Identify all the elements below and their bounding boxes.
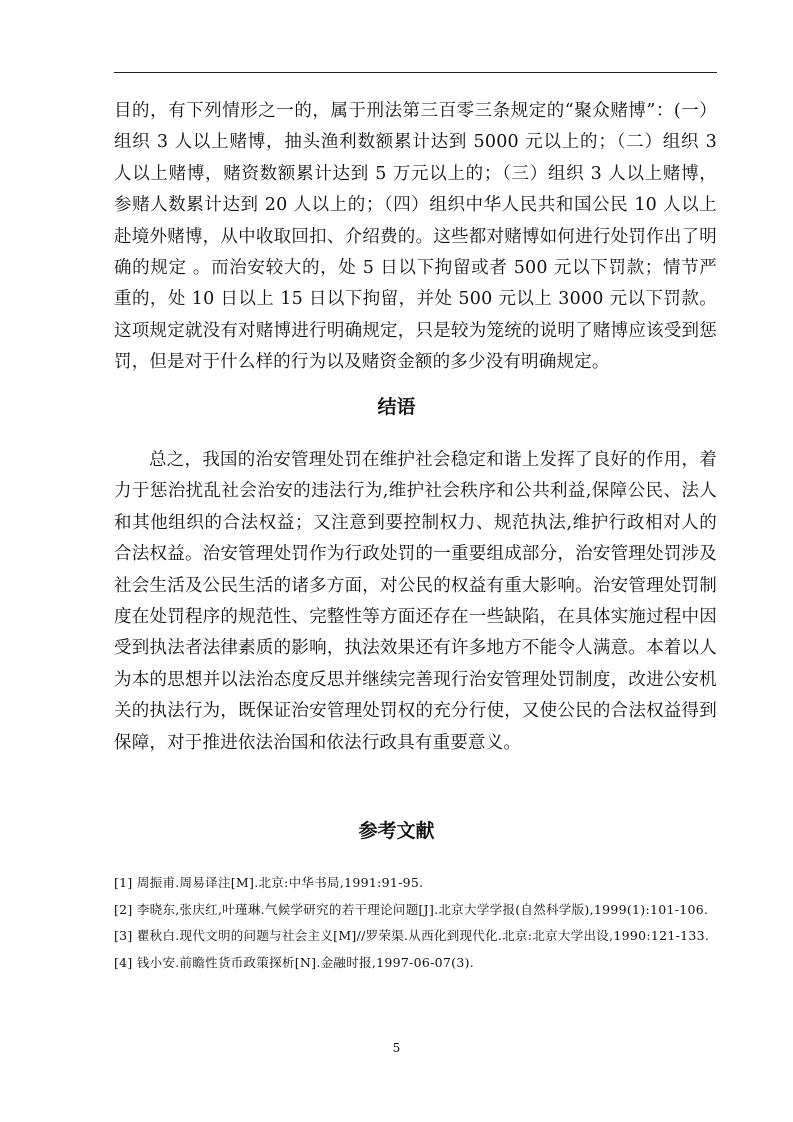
reference-item: [4] 钱小安.前瞻性货币政策探析[N].金融时报,1997-06-07(3). xyxy=(114,954,475,970)
body-paragraph: 目的，有下列情形之一的，属于刑法第三百零三条规定的“聚众赌博”：(一）组织 3 人以上赌博，抽头渔利数额累计达到 5000 元以上的；（二）组织 3 人以上赌博，赌资数额累计达到 5 万元以上的；（三）组织 3 人以上赌博，参赌人数累计达到 20 人以上的；（四）组织中华人民共和国公民 10 人以上赴境外赌博，从中收取回扣、介绍费的。这些都对赌博如何进行处罚作出了明确的规定 。而治安较大的，处 5 日以下拘留或者 500 元以下罚款；情节严重的，处 10 日以上 15 日以下拘留，并处 500 元以上 3000 元以下罚款。这项规定就没有对赌博进行明确规定，只是较为笼统的说明了赌博应该受到惩罚，但是对于什么样的行为以及赌资金额的多少没有明确规定。 xyxy=(114,101,717,373)
page-number: 5 xyxy=(392,1041,401,1055)
conclusion-heading: 结语 xyxy=(377,396,416,418)
header-rule xyxy=(114,72,717,73)
conclusion-section xyxy=(114,445,717,759)
conclusion-paragraph: 总之，我国的治安管理处罚在维护社会稳定和谐上发挥了良好的作用，着力于惩治扰乱社会治安的违法行为,维护社会秩序和公共利益,保障公民、法人和其他组织的合法权益；又注意到要控制权力、规范执法,维护行政相对人的合法权益。治安管理处罚作为行政处罚的一重要组成部分，治安管理处罚涉及社会生活及公民生活的诸多方面，对公民的权益有重大影响。治安管理处罚制度在处罚程序的规范性、完整性等方面还存在一些缺陷，在具体实施过程中因受到执法者法律素质的影响，执法效果还有许多地方不能令人满意。本着以人为本的思想并以法治态度反思并继续完善现行治安管理处罚制度，改进公安机关的执法行为，既保证治安管理处罚权的充分行使，又使公民的合法权益得到保障，对于推进依法治国和依法行政具有重要意义。 xyxy=(114,450,717,753)
references-list xyxy=(114,870,717,976)
body-section xyxy=(114,96,717,379)
reference-item: [2] 李晓东,张庆红,叶瑾琳.气候学研究的若干理论问题[J].北京大学学报(自然科学版),1999(1):101-106. xyxy=(114,901,709,917)
reference-item: [1] 周振甫.周易译注[M].北京:中华书局,1991:91-95. xyxy=(114,875,424,890)
reference-item: [3] 瞿秋白.现代文明的问题与社会主义[M]//罗荣渠.从西化到现代化.北京:北京大学出设,1990:121-133. xyxy=(114,928,710,943)
references-heading: 参考文献 xyxy=(358,820,435,842)
